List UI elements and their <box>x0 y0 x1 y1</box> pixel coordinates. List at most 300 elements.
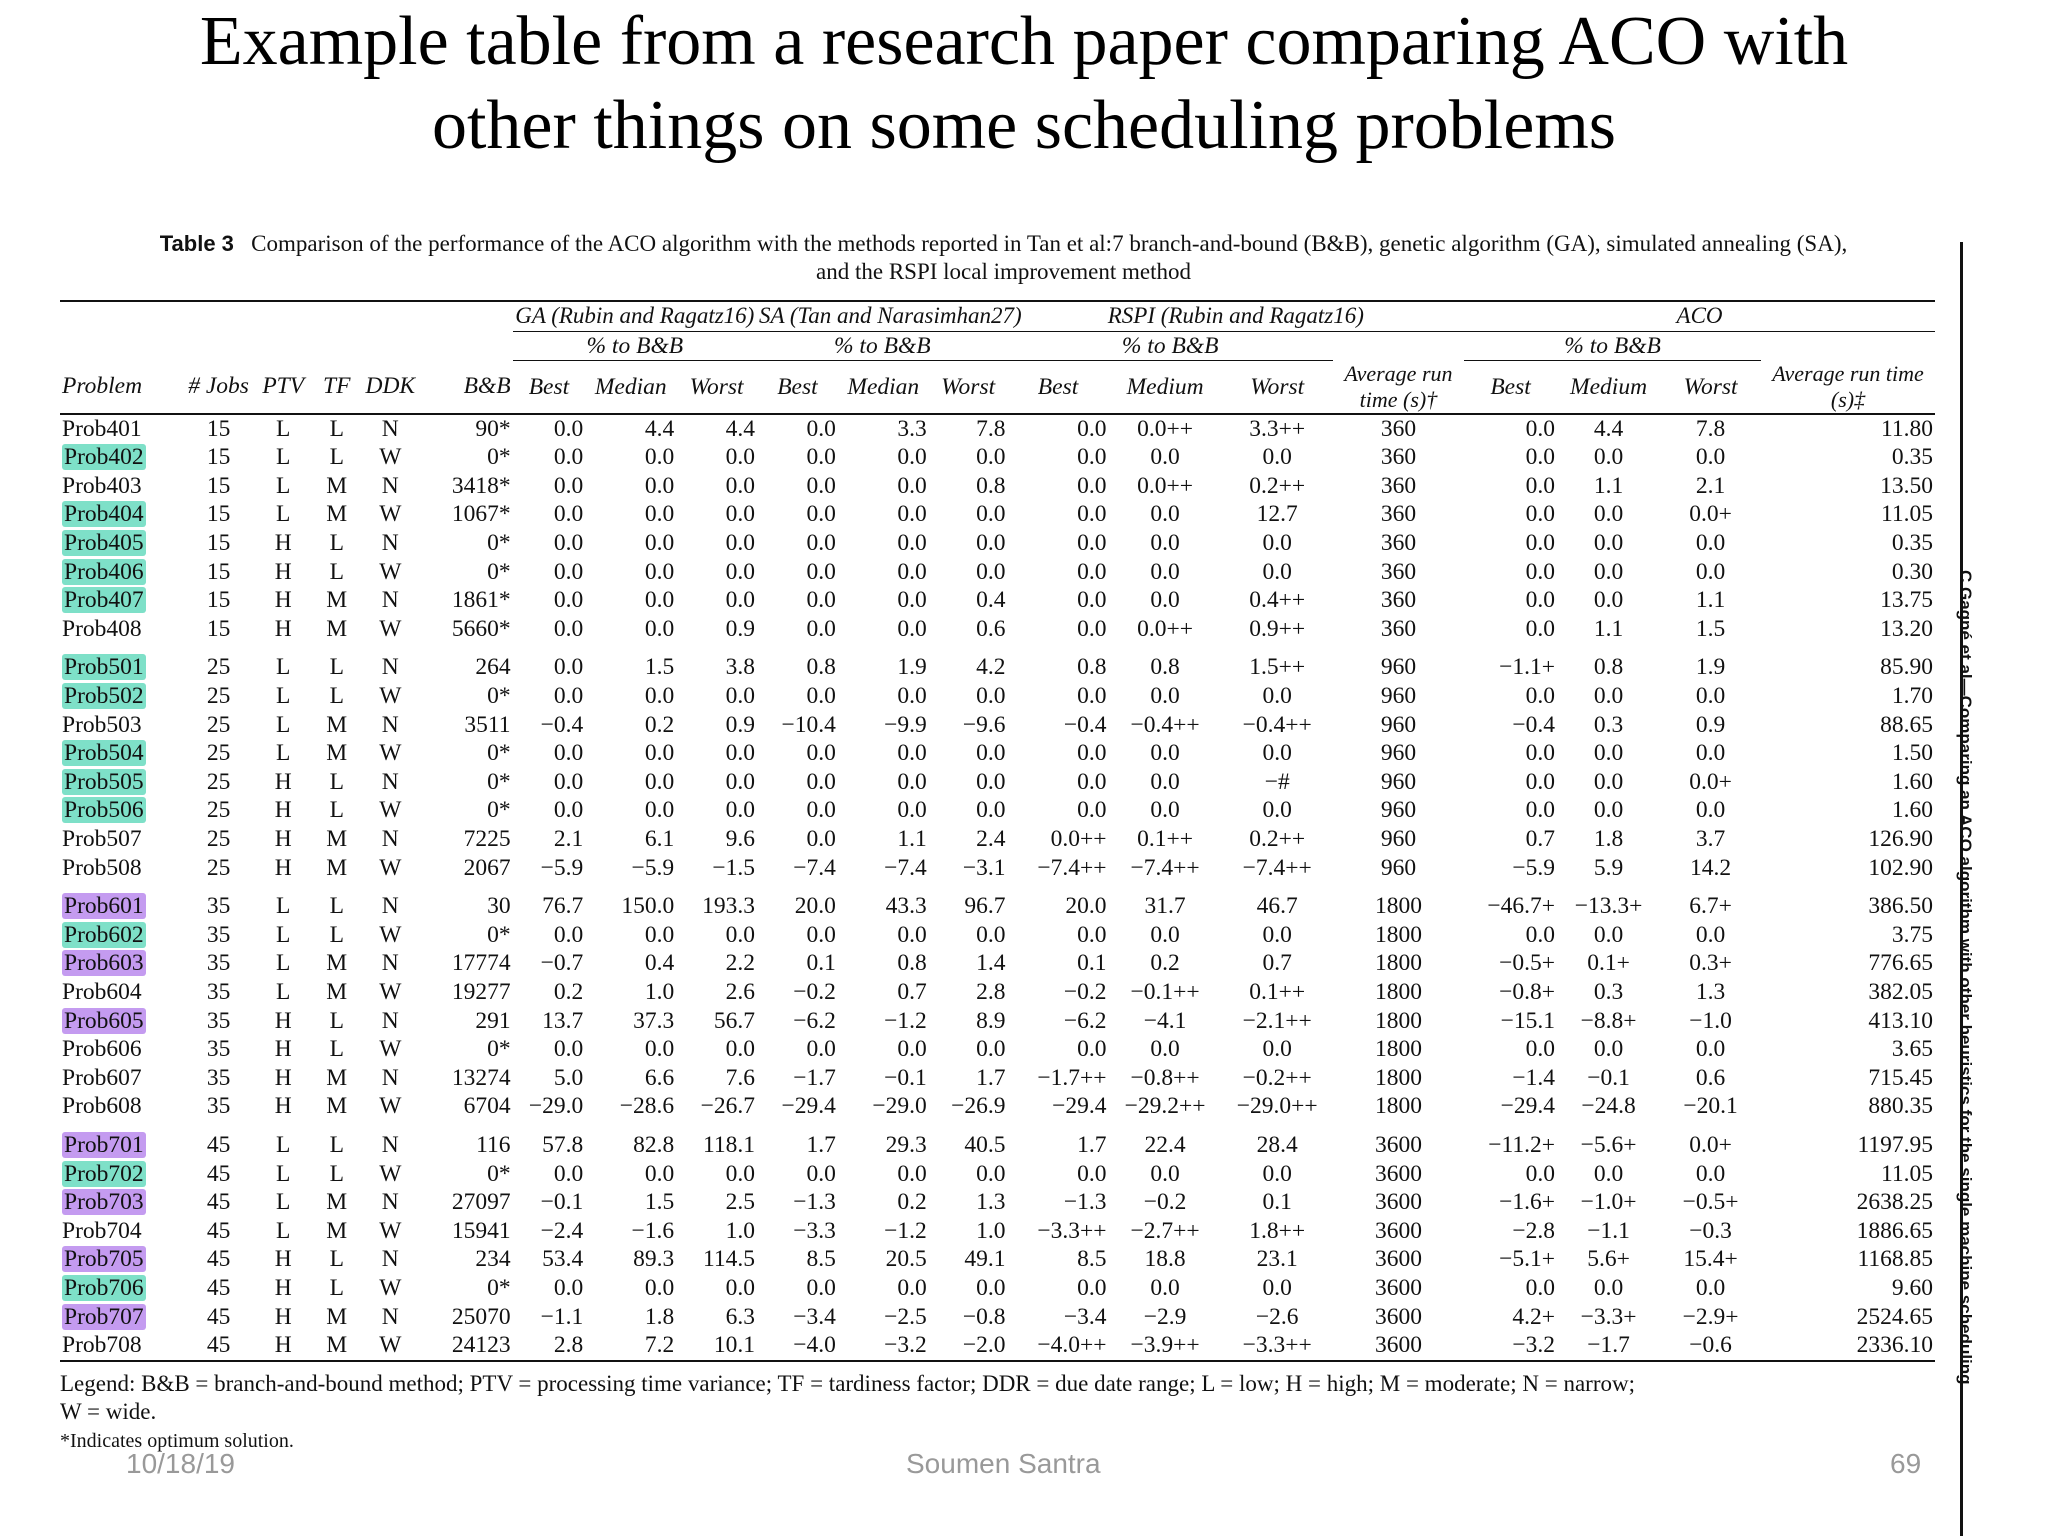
table-cell <box>420 882 513 921</box>
table-cell <box>838 1160 929 1189</box>
table-cell <box>929 796 1008 825</box>
table-cell <box>757 443 838 472</box>
cell-value: 0.0 <box>644 1274 675 1301</box>
table-cell <box>929 682 1008 711</box>
table-cell <box>254 1121 313 1160</box>
cell-value: −3.9++ <box>1130 1332 1200 1359</box>
table-cell <box>420 1121 513 1160</box>
table-cell <box>1464 1160 1557 1189</box>
cell-value: −0.1 <box>540 1189 584 1216</box>
cell-value: 0.0 <box>1150 683 1180 710</box>
table-cell <box>1660 978 1761 1007</box>
table-row <box>60 978 1935 1007</box>
cell-value: 0.0 <box>1262 530 1292 557</box>
problem-name: Prob504 <box>64 740 144 767</box>
cell-value: 0.0 <box>976 768 1006 795</box>
table-cell <box>313 882 361 921</box>
cell-value: 0.0 <box>1695 921 1726 948</box>
cell-value: 5.0 <box>553 1064 584 1091</box>
table-cell <box>929 882 1008 921</box>
table-cell <box>838 711 929 740</box>
table-cell <box>361 586 420 615</box>
table-cell <box>1109 472 1222 501</box>
table-cell <box>1333 1331 1464 1360</box>
slide-title-line-1: Example table from a research paper comparing ACO with <box>199 3 1849 80</box>
cell-value: 0.0 <box>806 472 836 499</box>
table-cell <box>1109 586 1222 615</box>
cell-value: L <box>276 654 291 681</box>
cell-value: 2.5 <box>725 1189 756 1216</box>
table-cell <box>1557 949 1660 978</box>
cell-value: −29.0 <box>872 1093 927 1120</box>
table-row <box>60 1007 1935 1036</box>
table-cell <box>254 1217 313 1246</box>
table-cell <box>1333 643 1464 682</box>
cell-value: 3600 <box>1374 1303 1422 1330</box>
cell-value: 20.5 <box>885 1246 927 1273</box>
problem-name: Prob507 <box>62 826 142 852</box>
cell-value: 0.0 <box>644 615 675 642</box>
cell-value: H <box>274 826 292 852</box>
col-ddk: DDK <box>361 361 420 414</box>
cell-value: 0.2 <box>644 711 675 738</box>
cell-value: 0.0 <box>1593 797 1624 824</box>
cell-value: 2.1 <box>1695 472 1726 499</box>
table-row <box>60 443 1935 472</box>
table-cell <box>1333 949 1464 978</box>
table-cell <box>1464 825 1557 854</box>
table-cell <box>585 854 676 883</box>
table-cell <box>183 414 254 444</box>
table-cell <box>1660 558 1761 587</box>
table-row <box>60 472 1935 501</box>
table-cell <box>585 1035 676 1064</box>
table-cell <box>676 978 757 1007</box>
table-cell <box>1008 500 1109 529</box>
cell-value: 0.0 <box>806 530 836 557</box>
cell-value: 3600 <box>1374 1189 1422 1216</box>
col-jobs: # Jobs <box>183 361 254 414</box>
cell-value: 1.0 <box>644 978 675 1005</box>
table-row <box>60 1245 1935 1274</box>
table-cell <box>838 949 929 978</box>
table-cell <box>1660 1217 1761 1246</box>
cell-value: 45 <box>206 1332 231 1359</box>
cell-value: 0.0 <box>644 1036 675 1063</box>
table-cell <box>1222 768 1333 797</box>
table-cell <box>585 768 676 797</box>
cell-value: 0.0 <box>897 1160 927 1187</box>
cell-value: −0.1 <box>1587 1064 1630 1091</box>
cell-value: 118.1 <box>703 1131 756 1158</box>
table-row <box>60 1160 1935 1189</box>
table-cell <box>676 1160 757 1189</box>
table-cell <box>929 1007 1008 1036</box>
cell-value: L <box>276 472 291 499</box>
table-cell <box>676 1245 757 1274</box>
table-cell <box>757 978 838 1007</box>
table-cell <box>676 1035 757 1064</box>
cell-value: 3.75 <box>1891 921 1933 948</box>
cell-value: −4.1 <box>1143 1007 1187 1034</box>
table-cell <box>513 1303 586 1332</box>
cell-value: 0.9 <box>725 711 756 738</box>
table-cell <box>1222 825 1333 854</box>
cell-value: 0.0 <box>1525 1160 1556 1187</box>
cell-value: 53.4 <box>542 1246 584 1273</box>
cell-value: 0.0 <box>806 558 836 585</box>
table-cell <box>1464 414 1557 444</box>
cell-value: M <box>326 1303 348 1330</box>
table-cell <box>1557 414 1660 444</box>
table-cell <box>361 443 420 472</box>
cell-value: 5.6+ <box>1587 1246 1630 1273</box>
table-cell <box>1557 558 1660 587</box>
col-sa-median: Median <box>838 361 929 414</box>
cell-value: 0.0 <box>1525 768 1556 795</box>
table-cell <box>1557 615 1660 644</box>
table-row <box>60 500 1935 529</box>
table-cell <box>361 1007 420 1036</box>
table-cell <box>1222 978 1333 1007</box>
col-aco-worst: Worst <box>1660 361 1761 414</box>
table-cell <box>1222 1245 1333 1274</box>
cell-value: 0.0 <box>644 444 675 471</box>
cell-value: 0.0++ <box>1137 472 1194 499</box>
table-cell <box>585 739 676 768</box>
table-cell <box>757 1188 838 1217</box>
cell-value: 0.0 <box>1150 501 1180 528</box>
table-cell <box>1557 1245 1660 1274</box>
cell-value: 0.0 <box>806 826 836 852</box>
cell-value: −1.1 <box>1587 1217 1630 1244</box>
cell-value: 4.4 <box>1593 415 1624 442</box>
table-cell <box>183 768 254 797</box>
table-cell <box>676 414 757 444</box>
cell-value: 2.2 <box>725 950 756 977</box>
table-cell <box>676 1007 757 1036</box>
cell-value: 90* <box>475 415 511 442</box>
cell-value: 7.2 <box>644 1332 675 1359</box>
cell-value: 0.0 <box>1695 797 1726 824</box>
cell-value: 13.75 <box>1880 587 1933 614</box>
cell-value: 2638.25 <box>1856 1189 1933 1216</box>
cell-value: L <box>276 444 291 471</box>
table-cell <box>757 615 838 644</box>
cell-value: 0.0 <box>644 768 675 795</box>
table-cell <box>420 921 513 950</box>
cell-value: 0.0 <box>553 683 584 710</box>
table-cell <box>183 1121 254 1160</box>
table-cell <box>757 796 838 825</box>
col-bb: B&B <box>420 361 513 414</box>
table-row <box>60 882 1935 921</box>
cell-value: −29.4 <box>781 1093 836 1120</box>
cell-value: 1.5 <box>1695 615 1726 642</box>
problem-name-cell <box>60 443 183 472</box>
table-cell <box>513 1245 586 1274</box>
table-cell <box>254 529 313 558</box>
cell-value: 9.60 <box>1891 1274 1933 1301</box>
table-cell <box>1557 472 1660 501</box>
cell-value: 0.0 <box>553 1160 584 1187</box>
cell-value: 0.0 <box>1593 444 1624 471</box>
cell-value: 35 <box>206 978 231 1005</box>
cell-value: −1.7++ <box>1037 1064 1107 1091</box>
cell-value: 6.3 <box>725 1303 756 1330</box>
table-cell <box>313 1274 361 1303</box>
cell-value: 89.3 <box>633 1246 675 1273</box>
table-cell <box>1464 711 1557 740</box>
table-cell <box>513 500 586 529</box>
table-cell <box>420 1245 513 1274</box>
cell-value: −0.7 <box>540 950 584 977</box>
cell-value: 0.9 <box>1695 711 1726 738</box>
table-cell <box>585 949 676 978</box>
col-aco-avg-time: Average run time (s)‡ <box>1761 361 1935 414</box>
table-cell <box>929 615 1008 644</box>
table-cell <box>183 978 254 1007</box>
table-cell <box>1333 882 1464 921</box>
table-cell <box>513 529 586 558</box>
cell-value: 0.8 <box>897 950 927 977</box>
cell-value: 114.5 <box>703 1246 756 1273</box>
cell-value: −0.3 <box>1689 1217 1732 1244</box>
table-cell <box>1008 586 1109 615</box>
cell-value: 0.0 <box>725 444 756 471</box>
cell-value: 3418* <box>451 472 511 499</box>
problem-name: Prob407 <box>64 587 144 614</box>
cell-value: 960 <box>1380 711 1417 738</box>
table-cell <box>254 643 313 682</box>
table-cell <box>420 1217 513 1246</box>
table-cell <box>1109 443 1222 472</box>
table-cell <box>513 615 586 644</box>
table-cell <box>1660 1160 1761 1189</box>
table-cell <box>1333 921 1464 950</box>
cell-value: 0.0 <box>553 740 584 767</box>
cell-value: W <box>379 740 402 767</box>
table-cell <box>1464 1274 1557 1303</box>
table-caption <box>60 222 1935 286</box>
table-cell <box>676 825 757 854</box>
cell-value: −0.8++ <box>1130 1064 1200 1091</box>
table-cell <box>929 1064 1008 1093</box>
table-cell <box>838 978 929 1007</box>
table-cell <box>1008 1064 1109 1093</box>
cell-value: 18.8 <box>1144 1246 1186 1273</box>
table-cell <box>183 825 254 854</box>
table-cell <box>1109 1188 1222 1217</box>
table-cell <box>513 1188 586 1217</box>
cell-value: 0.0 <box>725 472 756 499</box>
table-cell <box>1333 768 1464 797</box>
cell-value: L <box>276 415 291 442</box>
table-cell <box>838 643 929 682</box>
table-cell <box>676 472 757 501</box>
table-cell <box>1222 949 1333 978</box>
table-cell <box>1761 643 1935 682</box>
cell-value: 0.0 <box>1593 558 1624 585</box>
table-cell <box>1109 1274 1222 1303</box>
cell-value: 0.0 <box>1593 587 1624 614</box>
cell-value: 3.7 <box>1695 826 1726 852</box>
cell-value: 150.0 <box>621 893 675 920</box>
cell-value: L <box>329 768 344 795</box>
table-cell <box>1109 1035 1222 1064</box>
cell-value: 0.0 <box>644 740 675 767</box>
table-cell <box>513 978 586 1007</box>
cell-value: −29.0++ <box>1236 1093 1318 1120</box>
cell-value: 0.0+ <box>1689 768 1732 795</box>
table-cell <box>1333 443 1464 472</box>
table-cell <box>1660 1274 1761 1303</box>
cell-value: 6.6 <box>644 1064 675 1091</box>
cell-value: 0.2++ <box>1249 826 1306 852</box>
table-cell <box>183 921 254 950</box>
table-cell <box>313 1160 361 1189</box>
cell-value: −0.5+ <box>1682 1189 1739 1216</box>
cell-value: 13.20 <box>1880 615 1933 642</box>
cell-value: −2.4 <box>540 1217 584 1244</box>
cell-value: 0* <box>487 1036 511 1063</box>
table-cell <box>1222 558 1333 587</box>
cell-value: −0.1++ <box>1130 978 1200 1005</box>
table-cell <box>1008 1245 1109 1274</box>
table-row <box>60 1092 1935 1121</box>
table-cell <box>420 1092 513 1121</box>
cell-value: 6.1 <box>644 826 675 852</box>
table-cell <box>1761 1160 1935 1189</box>
cell-value: 0.0 <box>897 768 927 795</box>
table-cell <box>420 768 513 797</box>
cell-value: 46.7 <box>1256 893 1298 920</box>
cell-value: −29.0 <box>528 1093 584 1120</box>
cell-value: −0.1 <box>884 1064 927 1091</box>
table-cell <box>1761 854 1935 883</box>
table-cell <box>838 921 929 950</box>
cell-value: −# <box>1264 768 1290 795</box>
table-caption-text: Comparison of the performance of the ACO algorithm with the methods reported in Tan et al:7 branch-and-bound (B&B), genetic algorithm (GA), simulated annealing (SA), <box>251 231 1848 256</box>
table-cell <box>1761 1188 1935 1217</box>
cell-value: 35 <box>206 1036 231 1063</box>
table-cell <box>1660 921 1761 950</box>
table-cell <box>1464 768 1557 797</box>
legend-line-3: *Indicates optimum solution. <box>60 1429 294 1452</box>
table-bottom-rule <box>60 1360 1935 1362</box>
table-cell <box>254 768 313 797</box>
table-cell <box>1761 711 1935 740</box>
table-cell <box>1557 711 1660 740</box>
cell-value: 0.2++ <box>1249 472 1306 499</box>
table-cell <box>420 978 513 1007</box>
table-cell <box>1557 1331 1660 1360</box>
table-cell <box>420 586 513 615</box>
table-cell <box>361 1160 420 1189</box>
table-cell <box>1557 1274 1660 1303</box>
table-cell <box>513 711 586 740</box>
table-cell <box>1008 1160 1109 1189</box>
cell-value: 0.3+ <box>1689 950 1732 977</box>
table-cell <box>1008 796 1109 825</box>
table-cell <box>254 1064 313 1093</box>
cell-value: 12.7 <box>1256 501 1298 528</box>
table-cell <box>1222 1217 1333 1246</box>
cell-value: 14.2 <box>1690 854 1732 881</box>
table-cell <box>585 882 676 921</box>
col-ptv: PTV <box>254 361 313 414</box>
cell-value: −11.2+ <box>1488 1131 1556 1158</box>
cell-value: 0.0 <box>1077 683 1107 710</box>
cell-value: 0.0 <box>553 654 584 681</box>
cell-value: −1.2 <box>884 1007 927 1034</box>
cell-value: N <box>381 472 399 499</box>
cell-value: 45 <box>206 1246 231 1273</box>
table-cell <box>1464 472 1557 501</box>
group-header-row <box>60 302 1935 331</box>
table-cell <box>254 825 313 854</box>
table-cell <box>313 1121 361 1160</box>
table-cell <box>676 1121 757 1160</box>
table-cell <box>1222 682 1333 711</box>
table-cell <box>1333 1245 1464 1274</box>
cell-value: 0.1+ <box>1587 950 1630 977</box>
cell-value: L <box>329 1036 344 1063</box>
cell-value: 0.0 <box>553 444 584 471</box>
cell-value: −4.0 <box>793 1332 836 1359</box>
table-cell <box>1464 529 1557 558</box>
table-cell <box>1660 825 1761 854</box>
cell-value: 0.0++ <box>1137 615 1194 642</box>
table-cell <box>838 500 929 529</box>
table-cell <box>1761 1121 1935 1160</box>
cell-value: 2067 <box>463 854 511 881</box>
table-cell <box>513 768 586 797</box>
table-cell <box>513 1092 586 1121</box>
cell-value: 0.0 <box>1593 1274 1624 1301</box>
table-cell <box>929 1121 1008 1160</box>
cell-value: 76.7 <box>542 893 584 920</box>
table-cell <box>838 1035 929 1064</box>
cell-value: 0* <box>487 921 511 948</box>
problem-name: Prob602 <box>64 921 144 948</box>
table-cell <box>757 1303 838 1332</box>
cell-value: −7.4++ <box>1130 854 1200 881</box>
table-cell <box>183 472 254 501</box>
cell-value: 1800 <box>1374 1007 1422 1034</box>
table-cell <box>1333 1007 1464 1036</box>
table-cell <box>420 1035 513 1064</box>
table-cell <box>183 739 254 768</box>
cell-value: 0.0 <box>1077 1160 1107 1187</box>
table-cell <box>183 854 254 883</box>
table-cell <box>1333 472 1464 501</box>
cell-value: 0.0 <box>725 768 756 795</box>
table-cell <box>757 1121 838 1160</box>
table-cell <box>1660 949 1761 978</box>
cell-value: 0.0 <box>1077 444 1107 471</box>
col-aco-best: Best <box>1464 361 1557 414</box>
table-cell <box>313 949 361 978</box>
cell-value: −5.9 <box>1512 854 1556 881</box>
cell-value: L <box>276 1160 291 1187</box>
cell-value: H <box>274 530 292 557</box>
cell-value: 1.0 <box>976 1217 1006 1244</box>
subgroup-header-row <box>60 331 1935 361</box>
table-cell <box>838 1274 929 1303</box>
table-cell <box>1222 1064 1333 1093</box>
table-cell <box>1761 1303 1935 1332</box>
